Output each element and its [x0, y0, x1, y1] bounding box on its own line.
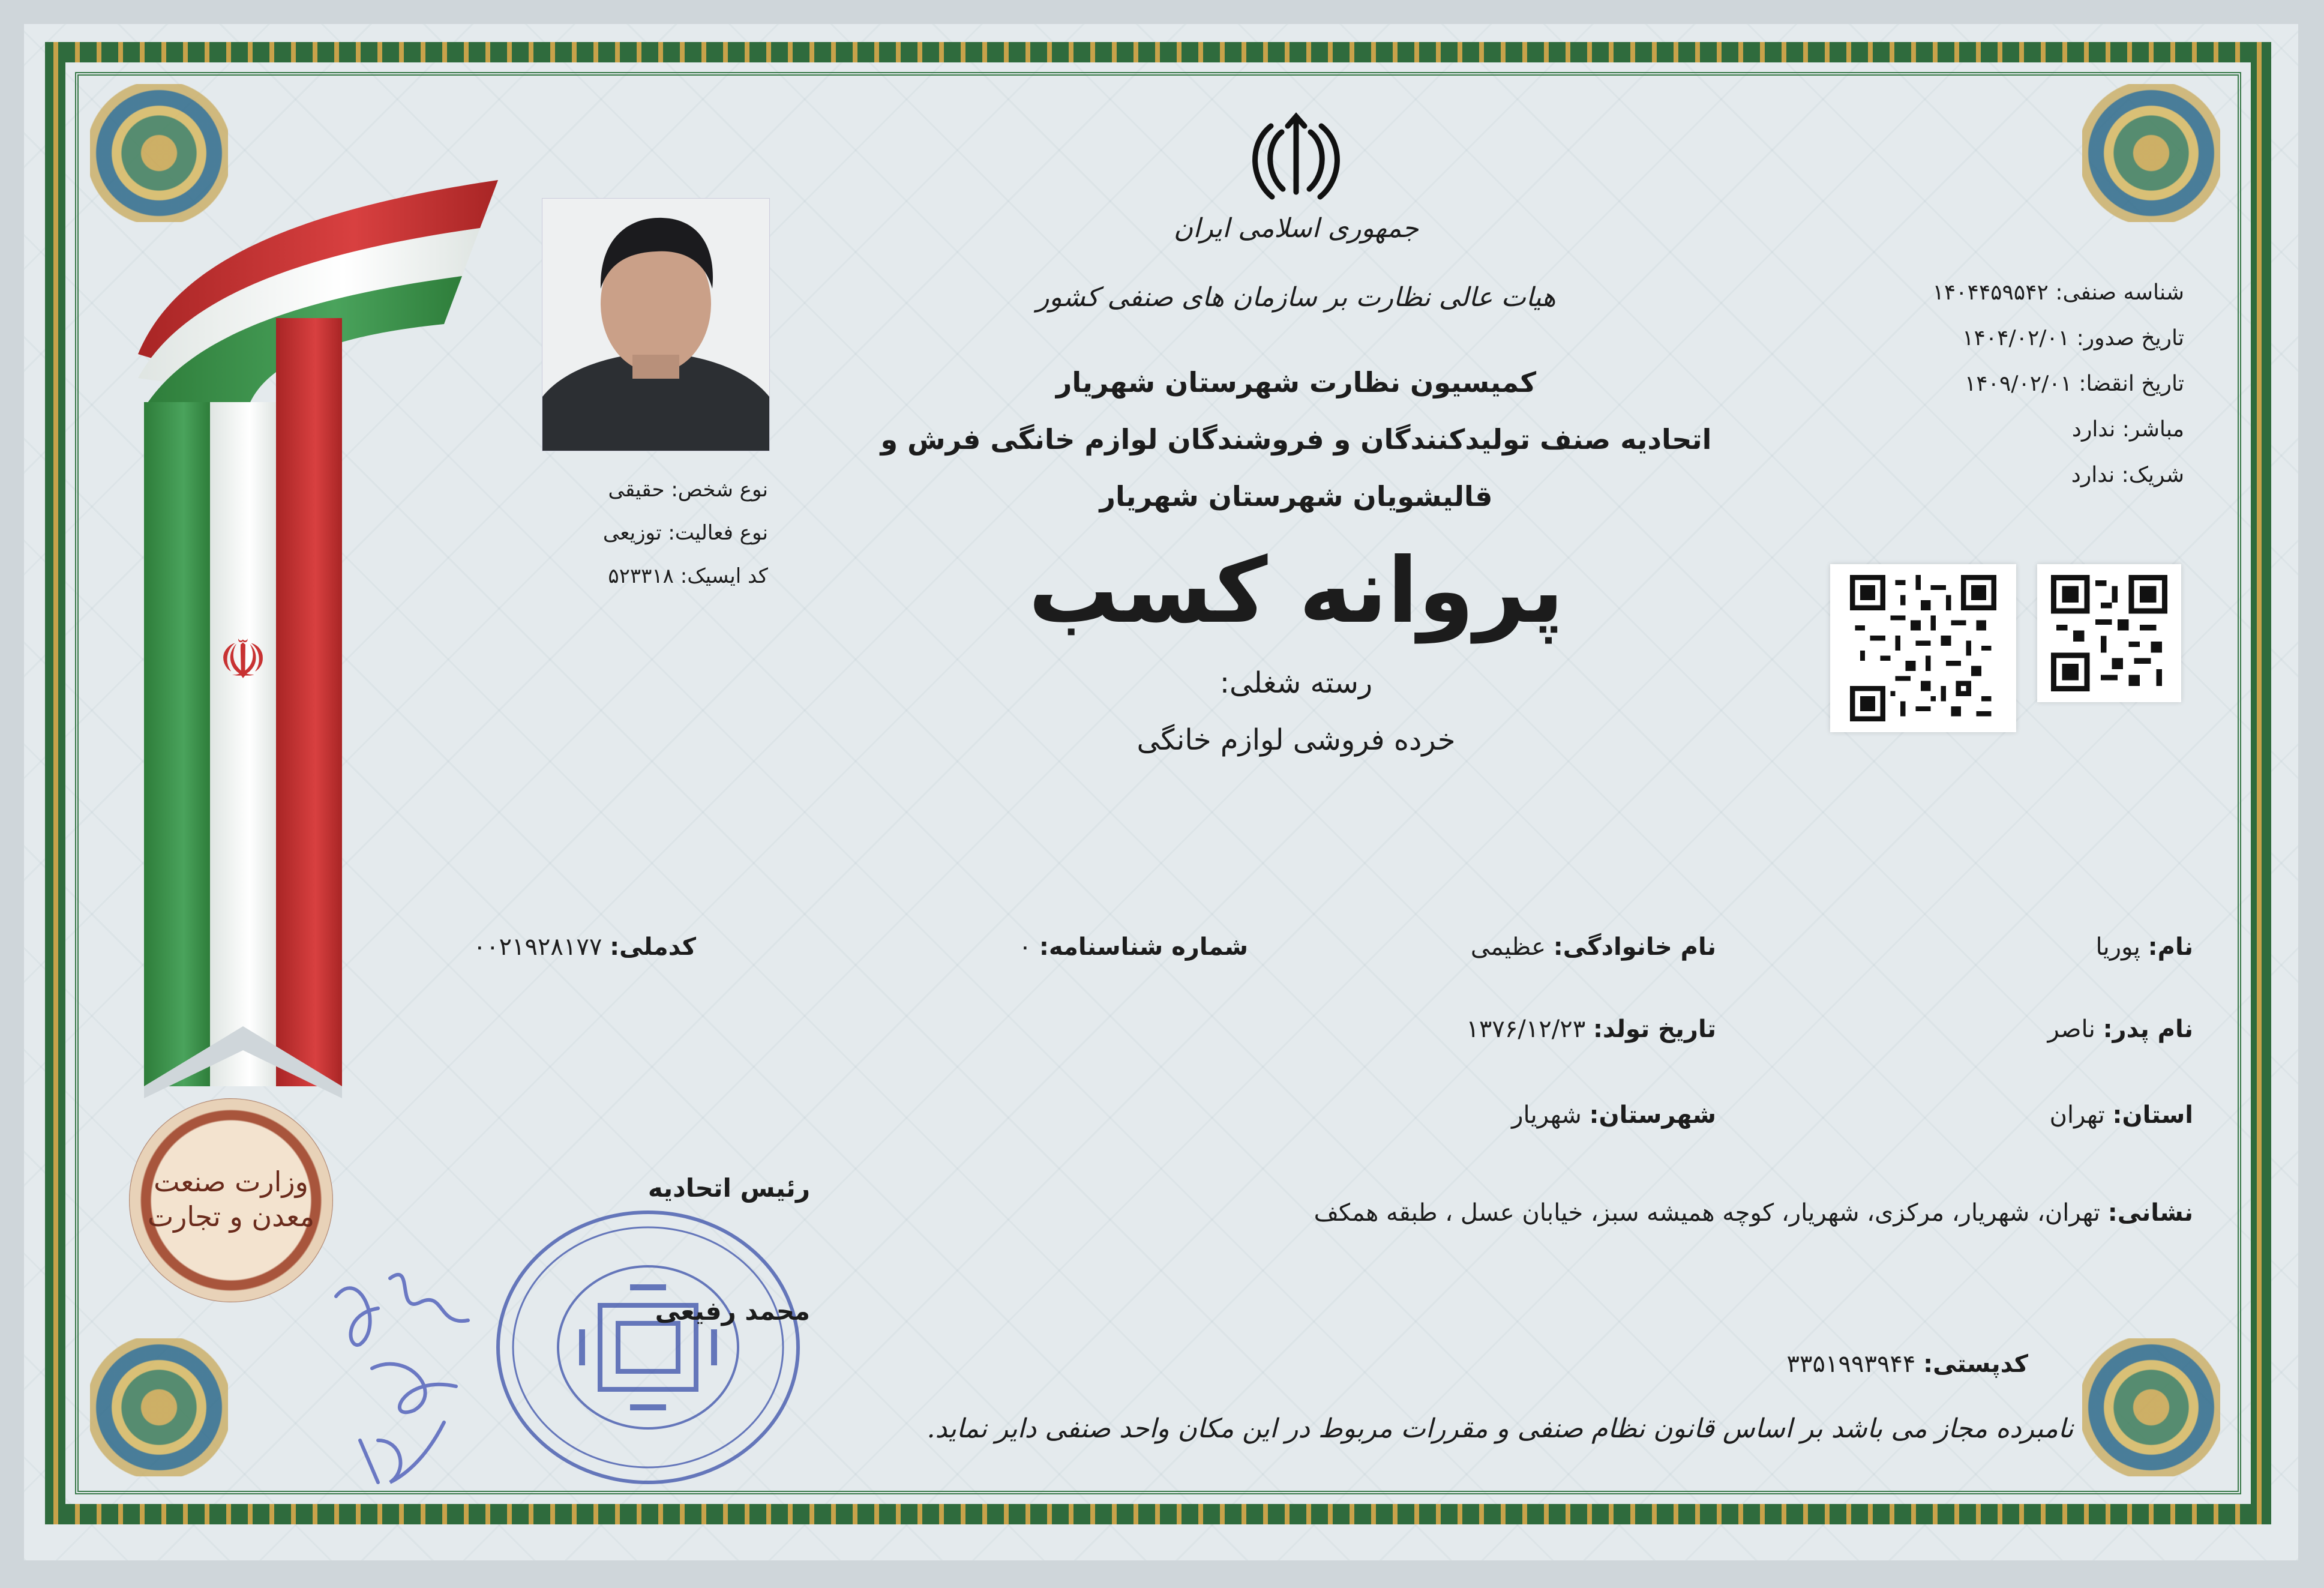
union-stamp — [480, 1197, 816, 1497]
first-name-row — [1980, 933, 2193, 961]
birth-date-row — [1350, 1015, 1716, 1043]
province-value: تهران — [2049, 1101, 2105, 1129]
board-title: هیات عالی نظارت بر سازمان های صنفی کشور — [1036, 282, 1556, 313]
expiry-date-label: تاریخ انقضا: — [2079, 371, 2184, 396]
issue-date-value: ۱۴۰۴/۰۲/۰۱ — [1962, 326, 2070, 350]
guild-id-value: ۱۴۰۴۴۵۹۵۴۲ — [1932, 280, 2049, 305]
category-value: خرده فروشی لوازم خانگی — [1136, 723, 1456, 757]
guild-id-label: شناسه صنفی: — [2055, 280, 2184, 305]
first-name-value: پوریا — [2095, 933, 2140, 961]
partner-row — [1740, 453, 2184, 498]
footer-note: نامبرده مجاز می باشد بر اساس قانون نظام صنفی و مقررات مربوط در این مکان واحد صنفی دایر نماید. — [926, 1413, 2074, 1444]
license-info-block — [1740, 270, 2184, 498]
certificate-title: پروانه کسب — [1028, 539, 1564, 643]
union-head-name: محمد رفیعی — [655, 1296, 810, 1326]
postal-code-value: ۳۳۵۱۹۹۳۹۴۴ — [1786, 1350, 1916, 1378]
commission-title: کمیسیون نظارت شهرستان شهریار — [1055, 366, 1537, 399]
flag-ribbon — [132, 162, 516, 1122]
republic-title: جمهوری اسلامی ایران — [1173, 213, 1419, 244]
union-head-title: رئیس اتحادیه — [647, 1173, 810, 1203]
photo-frame — [542, 198, 770, 451]
union-title-line1: اتحادیه صنف تولیدکنندگان و فروشندگان لوازم خانگی فرش و — [880, 423, 1712, 456]
manager-row — [1740, 407, 2184, 453]
issue-date-row — [1740, 316, 2184, 361]
activity-type-value: توزیعی — [602, 521, 662, 545]
isic-code-label: کد ایسیک: — [680, 564, 768, 588]
birth-date-value: ۱۳۷۶/۱۲/۲۳ — [1466, 1015, 1586, 1043]
ministry-seal-text: وزارت صنعت معدن و تجارت — [147, 1165, 315, 1233]
father-name-value: ناصر — [2047, 1015, 2095, 1043]
national-code-label: کدملی: — [610, 933, 696, 961]
corner-ornament-bottom-left — [90, 1338, 228, 1476]
person-type-row — [492, 468, 768, 511]
city-value: شهریار — [1512, 1101, 1582, 1129]
handwritten-signature — [324, 1242, 528, 1494]
ministry-seal — [129, 1098, 333, 1302]
postal-code-row — [1500, 1350, 2028, 1378]
birth-date-label: تاریخ تولد: — [1593, 1015, 1716, 1043]
issue-date-label: تاریخ صدور: — [2076, 326, 2184, 350]
national-code-row — [396, 933, 696, 961]
family-name-row — [1380, 933, 1716, 961]
id-number-label: شماره شناسنامه: — [1039, 933, 1248, 961]
partner-label: شریک: — [2121, 463, 2184, 487]
manager-label: مباشر: — [2122, 417, 2184, 442]
family-name-value: عظیمی — [1470, 933, 1546, 961]
guild-id-row — [1740, 270, 2184, 316]
qr-code-small-icon — [2048, 575, 2170, 691]
isic-code-row — [492, 555, 768, 598]
corner-ornament-top-right — [2082, 84, 2220, 222]
father-name-row — [1980, 1015, 2193, 1043]
father-name-label: نام پدر: — [2103, 1015, 2193, 1043]
corner-ornament-bottom-right — [2082, 1338, 2220, 1476]
province-row — [1980, 1101, 2193, 1129]
postal-code-label: کدپستی: — [1923, 1350, 2028, 1378]
city-label: شهرستان: — [1589, 1101, 1716, 1129]
qr-code-large-icon — [1841, 575, 2005, 721]
expiry-date-row — [1740, 361, 2184, 407]
city-row — [1380, 1101, 1716, 1129]
family-name-label: نام خانوادگی: — [1553, 933, 1716, 961]
national-code-value: ۰۰۲۱۹۲۸۱۷۷ — [473, 933, 602, 961]
iran-emblem-icon — [1248, 108, 1344, 204]
person-type-label: نوع شخص: — [671, 478, 768, 502]
first-name-label: نام: — [2148, 933, 2193, 961]
partner-value: ندارد — [2071, 463, 2115, 487]
activity-type-row — [492, 511, 768, 555]
address-row — [1080, 1199, 2193, 1227]
category-label: رسته شغلی: — [1219, 666, 1373, 700]
manager-value: ندارد — [2071, 417, 2116, 442]
address-value: تهران، شهریار، مرکزی، شهریار، کوچه همیشه سبز، خیابان عسل ، طبقه همکف — [1314, 1199, 2101, 1227]
activity-type-label: نوع فعالیت: — [668, 521, 768, 545]
id-number-value: ۰ — [1018, 933, 1032, 961]
address-label: نشانی: — [2107, 1199, 2193, 1227]
expiry-date-value: ۱۴۰۹/۰۲/۰۱ — [1964, 371, 2072, 396]
qr-code-large — [1830, 564, 2016, 732]
qr-code-small — [2037, 564, 2181, 702]
person-type-value: حقیقی — [608, 478, 665, 502]
id-number-row — [960, 933, 1248, 961]
province-label: استان: — [2112, 1101, 2193, 1129]
isic-code-value: ۵۲۳۳۱۸ — [608, 564, 674, 588]
person-type-block — [492, 468, 768, 598]
svg-text:☫: ☫ — [218, 628, 268, 691]
portrait-photo — [542, 199, 769, 451]
union-title-line2: قالیشویان شهرستان شهریار — [1099, 480, 1493, 513]
